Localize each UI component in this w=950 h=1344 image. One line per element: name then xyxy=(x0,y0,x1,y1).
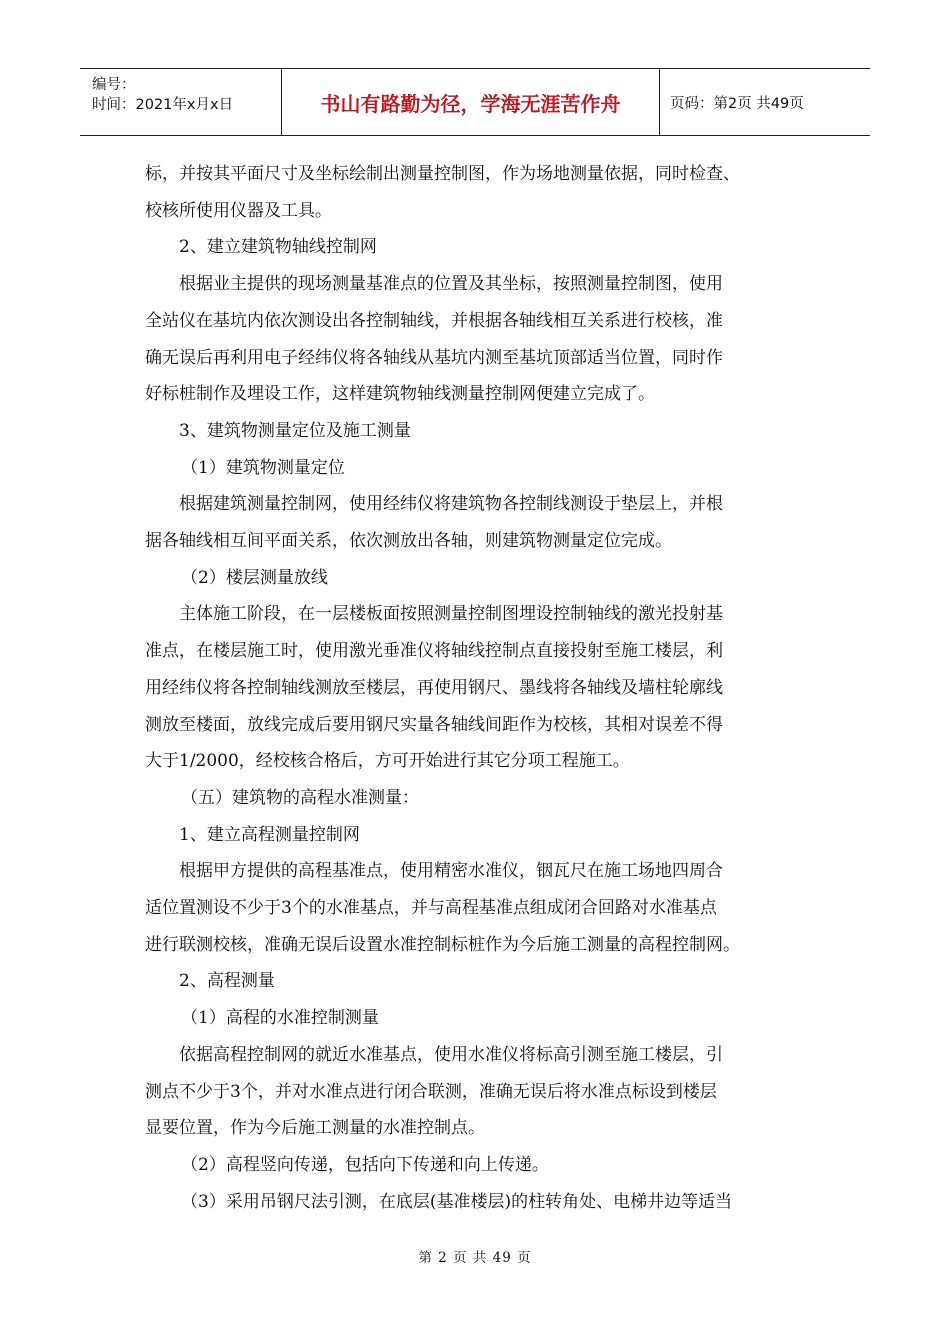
section-heading: 3、建筑物测量定位及施工测量 xyxy=(179,420,411,441)
header-motto: 书山有路勤为径，学海无涯苦作舟 xyxy=(282,69,660,135)
paragraph-line: 确无误后再利用电子经纬仪将各轴线从基坑内测至基坑顶部适当位置，同时作 xyxy=(145,347,723,368)
paragraph-line: 用经纬仪将各控制轴线测放至楼层，再使用钢尺、墨线将各轴线及墙柱轮廓线 xyxy=(145,677,723,698)
paragraph-line: 测点不少于3个，并对水准点进行闭合联测，准确无误后将水准点标设到楼层 xyxy=(145,1081,717,1102)
paragraph-line: 显要位置，作为今后施工测量的水准控制点。 xyxy=(145,1118,485,1139)
paragraph-line: 大于1/2000，经校核合格后，方可开始进行其它分项工程施工。 xyxy=(145,751,630,772)
paragraph-line: 全站仪在基坑内依次测设出各控制轴线，并根据各轴线相互关系进行校核，准 xyxy=(145,310,723,331)
time-label: 时间：2021年x月x日 xyxy=(92,97,234,113)
paragraph-line: 校核所使用仪器及工具。 xyxy=(145,200,332,221)
paragraph-line: 适位置测设不少于3个的水准基点，并与高程基准点组成闭合回路对水准基点 xyxy=(145,898,717,919)
subsection-heading: （2）高程竖向传递，包括向下传递和向上传递。 xyxy=(181,1154,549,1175)
section-heading: 2、建立建筑物轴线控制网 xyxy=(179,237,377,258)
number-label: 编号： xyxy=(92,77,136,93)
paragraph-line: 准点，在楼层施工时，使用激光垂准仪将轴线控制点直接投射至施工楼层，利 xyxy=(145,641,723,662)
paragraph-line: 根据业主提供的现场测量基准点的位置及其坐标，按照测量控制图，使用 xyxy=(179,274,723,295)
page-header xyxy=(80,68,870,136)
section-heading: 1、建立高程测量控制网 xyxy=(179,824,360,845)
paragraph-line: 标，并按其平面尺寸及坐标绘制出测量控制图，作为场地测量依据，同时检查、 xyxy=(145,164,740,184)
subsection-heading: （1）建筑物测量定位 xyxy=(181,457,345,478)
paragraph-line: 根据甲方提供的高程基准点，使用精密水准仪，铟瓦尺在施工场地四周合 xyxy=(179,861,723,882)
paragraph-line: 测放至楼面，放线完成后要用钢尺实量各轴线间距作为校核，其相对误差不得 xyxy=(145,714,723,735)
subsection-heading: （1）高程的水准控制测量 xyxy=(181,1008,379,1029)
paragraph-line: 据各轴线相互间平面关系，依次测放出各轴，则建筑物测量定位完成。 xyxy=(145,531,672,552)
page-footer: 第 2 页 共 49 页 xyxy=(418,1250,532,1266)
subsection-heading: （3）采用吊钢尺法引测，在底层(基准楼层)的柱转角处、电梯井边等适当 xyxy=(181,1191,733,1212)
paragraph-line: 根据建筑测量控制网，使用经纬仪将建筑物各控制线测设于垫层上，并根 xyxy=(179,494,723,515)
section-heading: （五）建筑物的高程水准测量： xyxy=(181,787,419,808)
subsection-heading: （2）楼层测量放线 xyxy=(181,567,328,588)
paragraph-line: 依据高程控制网的就近水准基点，使用水准仪将标高引测至施工楼层，引 xyxy=(179,1044,723,1065)
header-meta xyxy=(80,69,282,135)
paragraph-line: 主体施工阶段，在一层楼板面按照测量控制图埋设控制轴线的激光投射基 xyxy=(179,604,723,625)
section-heading: 2、高程测量 xyxy=(179,971,275,992)
paragraph-line: 进行联测校核，准确无误后设置水准控制标桩作为今后施工测量的高程控制网。 xyxy=(145,934,740,955)
paragraph-line: 好标桩制作及埋设工作，这样建筑物轴线测量控制网便建立完成了。 xyxy=(145,384,655,405)
document-body xyxy=(145,156,807,1220)
header-page-info: 页码：第2页 共49页 xyxy=(670,95,804,112)
